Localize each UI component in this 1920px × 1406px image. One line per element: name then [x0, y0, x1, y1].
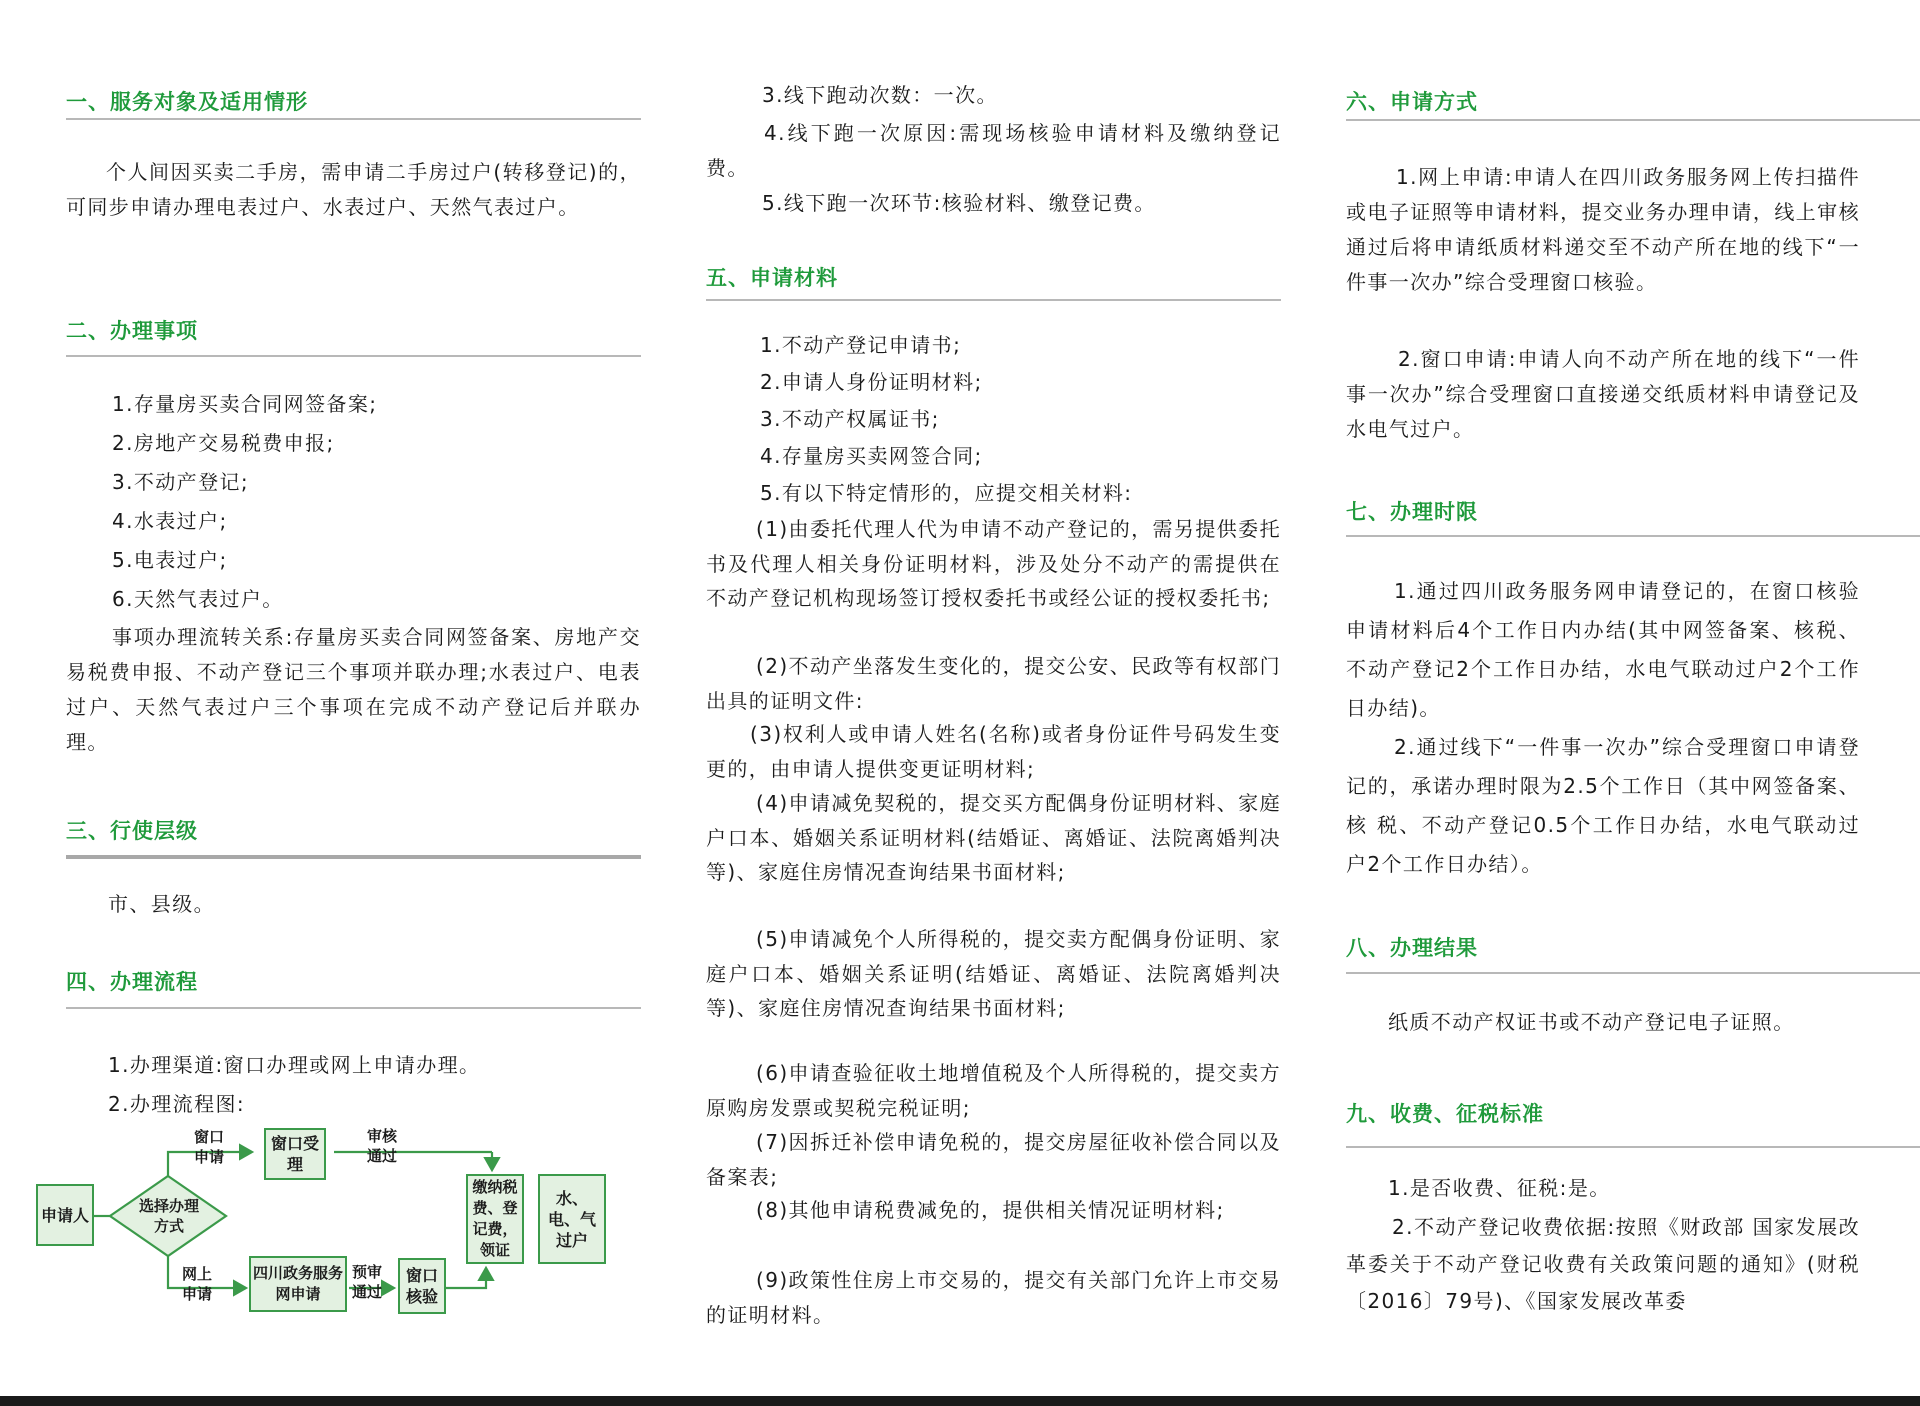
section-title-apply-method: 六、申请方式: [1346, 90, 1478, 114]
list-item: 2.申请人身份证明材料;: [760, 370, 983, 394]
list-item: 4.存量房买卖网签合同;: [760, 444, 983, 468]
material-case: (8)其他申请税费减免的，提供相关情况证明材料;: [756, 1198, 1225, 1222]
list-item: 3.不动产权属证书;: [760, 407, 940, 431]
time-limit-item: 2.通过线下“一件事一次办”综合受理窗口申请登记的，承诺办理时限为2.5个工作日（其中网签备案、核 税、不动产登记0.5个工作日办结，水电气联动过户2个工作日办结）。: [1346, 735, 1860, 876]
flow-node-online-apply: 四川政务服务网申请: [249, 1256, 347, 1312]
flow-node-window-verify: 窗口核验: [398, 1258, 446, 1314]
list-item: 1.办理渠道:窗口办理或网上申请办理。: [108, 1053, 481, 1077]
list-item: 5.电表过户;: [112, 548, 228, 572]
section-title-service-target: 一、服务对象及适用情形: [66, 90, 308, 114]
time-limit-item: 1.通过四川政务服务网申请登记的，在窗口核验申请材料后4个工作日内办结(其中网签备案、核税、不动产登记2个工作日办结，水电气联动过户2个工作日办结)。: [1346, 579, 1860, 720]
apply-method-item: 2.窗口申请:申请人向不动产所在地的线下“一件事一次办”综合受理窗口直接递交纸质材料申请登记及水电气过户。: [1346, 347, 1860, 441]
section-divider: [1346, 1146, 1920, 1148]
flow-relation-text: 事项办理流转关系:存量房买卖合同网签备案、房地产交易税费申报、不动产登记三个事项并联办理;水表过户、电表过户、天然气表过户三个事项在完成不动产登记后并联办理。: [66, 625, 641, 754]
flow-node-pay-fees: 缴纳税费、登记费，领证: [466, 1174, 524, 1264]
list-item: 1.存量房买卖合同网签备案;: [112, 392, 378, 416]
section-divider: [1346, 119, 1920, 121]
section-divider: [706, 299, 1281, 301]
flow-label-window-apply: 窗口申请: [194, 1128, 225, 1166]
material-case: (2)不动产坐落发生变化的，提交公安、民政等有权部门出具的证明文件:: [706, 654, 1281, 713]
section-title-level: 三、行使层级: [66, 819, 198, 843]
process-flowchart: [34, 1118, 614, 1323]
section-title-items: 二、办理事项: [66, 319, 198, 343]
fees-item: 1.是否收费、征税:是。: [1388, 1176, 1611, 1200]
list-item: 4.水表过户;: [112, 509, 228, 533]
material-case: (9)政策性住房上市交易的，提交有关部门允许上市交易的证明材料。: [706, 1268, 1281, 1327]
apply-method-item: 1.网上申请:申请人在四川政务服务网上传扫描件或电子证照等申请材料，提交业务办理申请，线上审核通过后将申请纸质材料递交至不动产所在地的线下“一件事一次办”综合受理窗口核验。: [1346, 165, 1860, 294]
list-item: 3.线下跑动次数：一次。: [762, 83, 998, 107]
list-item: 6.天然气表过户。: [112, 587, 284, 611]
material-case: (3)权利人或申请人姓名(名称)或者身份证件号码发生变更的，由申请人提供变更证明材料;: [706, 722, 1281, 781]
list-item: 5.线下跑一次环节:核验材料、缴登记费。: [762, 191, 1156, 215]
section-title-materials: 五、申请材料: [706, 266, 838, 290]
list-item: 2.办理流程图:: [108, 1092, 246, 1116]
section-title-result: 八、办理结果: [1346, 936, 1478, 960]
flow-label-online-apply: 网上申请: [182, 1265, 213, 1303]
fees-item: 2.不动产登记收费依据:按照《财政部 国家发展改革委关于不动产登记收费有关政策问题的通知》(财税〔2016〕79号)、《国家发展改革委: [1346, 1215, 1860, 1313]
section-divider: [66, 118, 641, 120]
result-text: 纸质不动产权证书或不动产登记电子证照。: [1388, 1010, 1795, 1034]
list-item: 4.线下跑一次原因:需现场核验申请材料及缴纳登记费。: [706, 121, 1281, 180]
flow-label-review-pass: 审核通过: [367, 1127, 398, 1165]
section-divider: [1346, 535, 1920, 537]
level-text: 市、县级。: [108, 892, 215, 916]
section-divider: [1346, 972, 1920, 974]
list-item: 3.不动产登记;: [112, 470, 250, 494]
material-case: (1)由委托代理人代为申请不动产登记的，需另提供委托书及代理人相关身份证明材料，涉及处分不动产的需提供在不动产登记机构现场签订授权委托书或经公证的授权委托书;: [706, 517, 1281, 610]
section-divider: [66, 855, 641, 859]
flow-label-pre-review: 预审通过: [352, 1263, 383, 1301]
section-title-time-limit: 七、办理时限: [1346, 500, 1478, 524]
column-middle: [706, 0, 1281, 1396]
section-title-process: 四、办理流程: [66, 970, 198, 994]
column-right: [1346, 0, 1920, 1396]
flow-node-applicant: 申请人: [36, 1184, 94, 1246]
section-title-fees: 九、收费、征税标准: [1346, 1102, 1544, 1126]
flow-node-choose-method: 选择办理方式: [138, 1197, 199, 1235]
flow-node-utility-transfer: 水、电、气过户: [538, 1174, 606, 1264]
material-case: (6)申请查验征收土地增值税及个人所得税的，提交卖方原购房发票或契税完税证明;: [706, 1061, 1281, 1120]
section-divider: [66, 1007, 641, 1009]
flow-node-window-accept: 窗口受理: [264, 1128, 326, 1180]
material-case: (4)申请减免契税的，提交买方配偶身份证明材料、家庭户口本、婚姻关系证明材料(结婚证、离婚证、法院离婚判决等)、家庭住房情况查询结果书面材料;: [706, 791, 1281, 884]
list-item: 5.有以下特定情形的，应提交相关材料:: [760, 481, 1133, 505]
service-target-text: 个人间因买卖二手房，需申请二手房过户(转移登记)的，可同步申请办理电表过户、水表过户、天然气表过户。: [66, 160, 641, 219]
list-item: 1.不动产登记申请书;: [760, 333, 962, 357]
page-bottom-edge: [0, 1396, 1920, 1406]
section-divider: [66, 355, 641, 357]
list-item: 2.房地产交易税费申报;: [112, 431, 335, 455]
material-case: (5)申请减免个人所得税的，提交卖方配偶身份证明、家庭户口本、婚姻关系证明(结婚证、离婚证、法院离婚判决等)、家庭住房情况查询结果书面材料;: [706, 927, 1281, 1020]
material-case: (7)因拆迁补偿申请免税的，提交房屋征收补偿合同以及备案表;: [706, 1130, 1281, 1189]
